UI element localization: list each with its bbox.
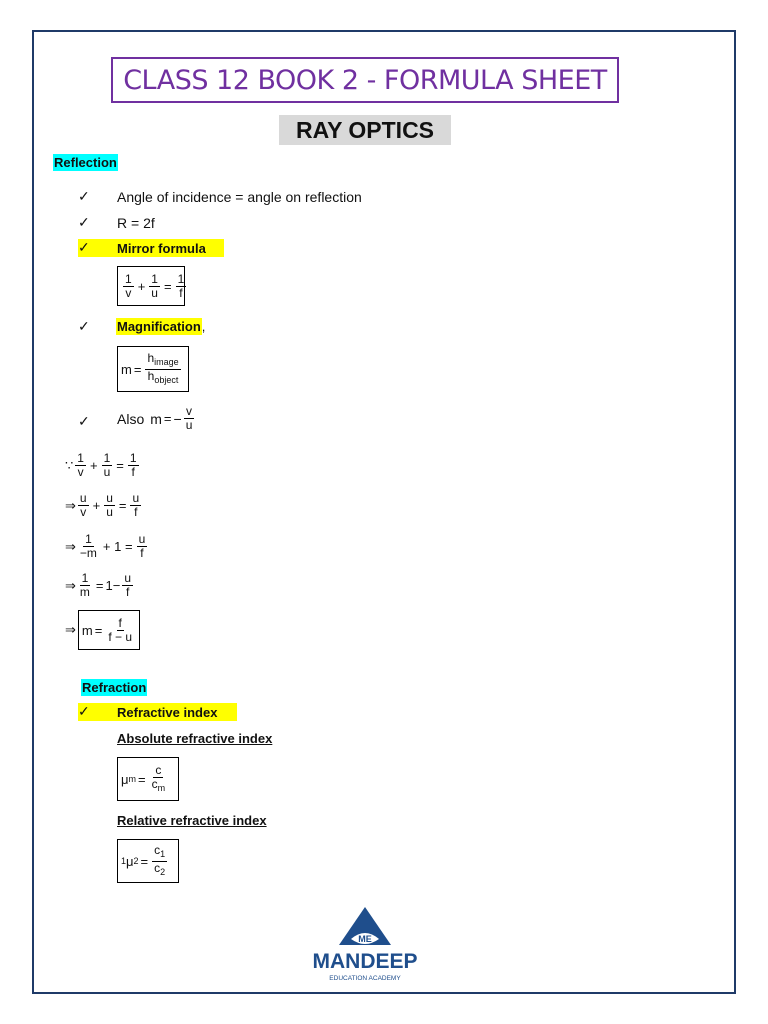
derivation-step-5: ⇒ m = $\frac{f}{f - u}$ — [65, 610, 140, 650]
also-formula: Also m = − $\frac{v}{u}$ — [117, 404, 193, 432]
reflection-point-2: R = 2f — [117, 215, 155, 231]
relative-index-formula-box: 1 μ 2 = $\frac{c_1}{c_2}$ — [117, 839, 179, 883]
derivation-step-2: ⇒ $\frac{u}{v}$ + $\frac{u}{u}$ = $\frac{u}{f}$ — [65, 491, 140, 519]
check-icon: ✓ — [78, 318, 90, 334]
derivation-step-3: ⇒ $\frac{1}{-m}$ + 1 = $\frac{u}{f}$ — [65, 532, 146, 560]
check-icon: ✓ — [78, 188, 90, 204]
relative-index-heading: Relative refractive index — [117, 813, 267, 828]
refractive-index-label: Refractive index — [117, 705, 218, 720]
refraction-heading: Refraction — [82, 680, 147, 695]
absolute-index-heading: Absolute refractive index — [117, 731, 273, 746]
page-title: CLASS 12 BOOK 2 - FORMULA SHEET — [123, 64, 607, 96]
derivation-step-1: ∵ $\frac{1}{v}$ + $\frac{1}{u}$ = $\frac{1}{f}$ — [65, 451, 137, 479]
title-box — [111, 57, 619, 103]
absolute-index-formula-box: μ m = $\frac{c}{c_m}$ — [117, 757, 179, 801]
magnification-label: Magnification — [117, 319, 201, 334]
check-icon: ✓ — [78, 413, 90, 429]
svg-text:ME: ME — [358, 934, 372, 944]
mirror-formula-box: $\frac{1}{v}$ + $\frac{1}{u}$ = $\frac{1}{f}$ — [117, 266, 185, 306]
reflection-heading: Reflection — [54, 155, 117, 170]
svg-text:MANDEEP: MANDEEP — [313, 950, 417, 973]
magnification-formula-box: m = $\frac{h_{image}}{h_{object}}$ — [117, 346, 189, 392]
mandeep-logo — [313, 905, 417, 985]
derivation-step-4: ⇒ $\frac{1}{m}$ = 1− $\frac{u}{f}$ — [65, 571, 132, 599]
magnification-row: Magnification , — [117, 319, 206, 334]
final-magnification-box: m = $\frac{f}{f - u}$ — [78, 610, 140, 650]
check-icon: ✓ — [78, 703, 90, 719]
section-title: RAY OPTICS — [279, 115, 451, 145]
logo-mark-icon — [313, 905, 417, 985]
reflection-point-1: Angle of incidence = angle on reflection — [117, 189, 362, 205]
svg-text:EDUCATION ACADEMY: EDUCATION ACADEMY — [329, 975, 401, 982]
mirror-formula-label: Mirror formula — [117, 241, 206, 256]
check-icon: ✓ — [78, 214, 90, 230]
check-icon: ✓ — [78, 239, 90, 255]
